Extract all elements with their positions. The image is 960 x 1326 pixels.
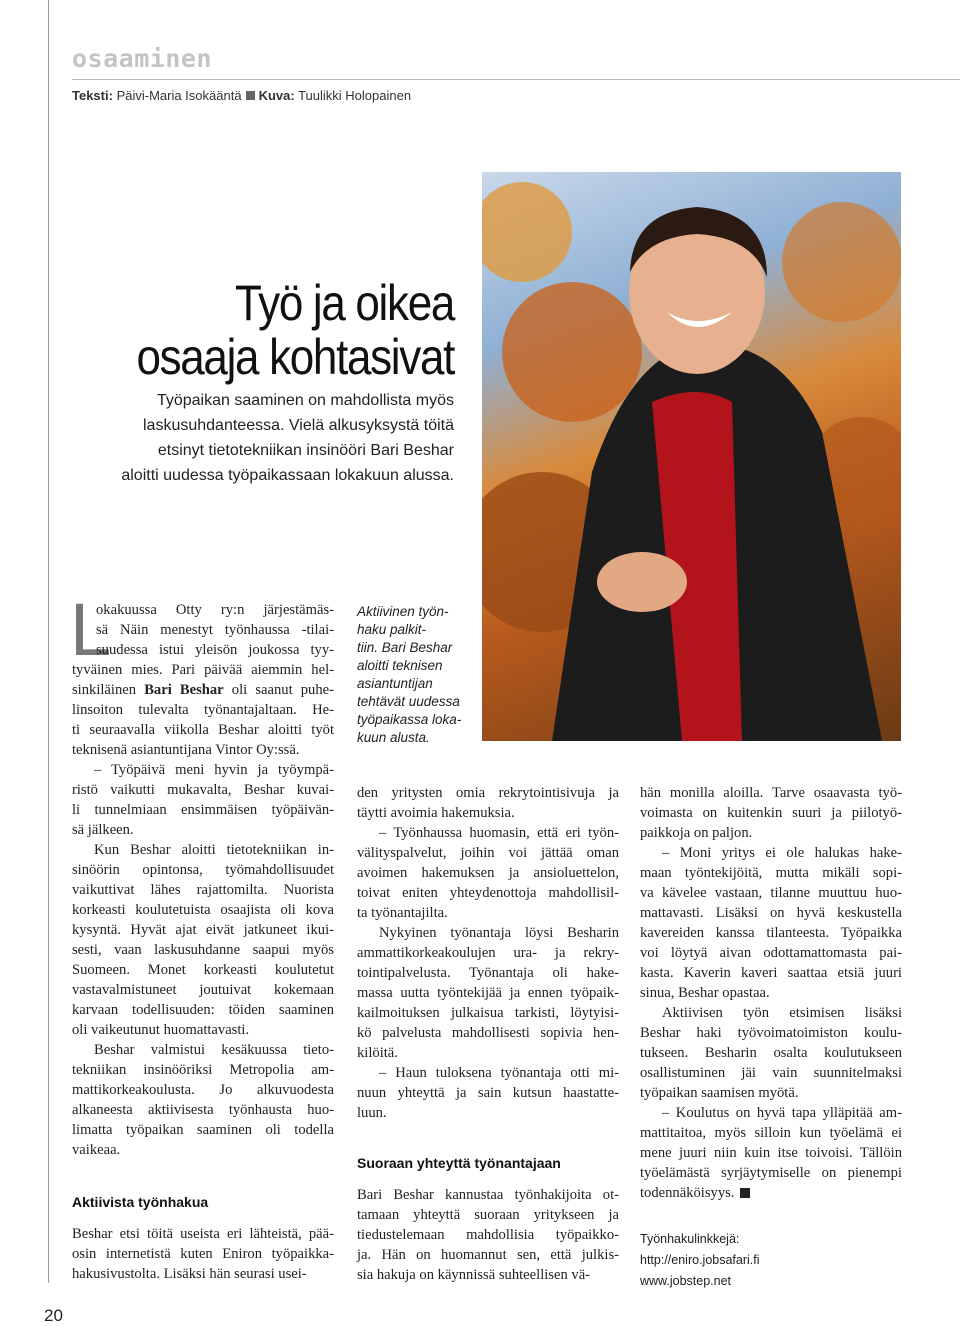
text-line: tamaan yhteyttä suoraan yritykseen ja [357,1207,619,1223]
headline-line: osaaja kohtasivat [136,329,454,385]
column-3 [640,783,902,1203]
caption-line: asiantuntijan [357,676,433,691]
credit-photo-label: Kuva: [258,88,295,103]
text-line: va kävelee vastaan, tilanne muuttuu huo- [640,885,902,901]
caption-line: tiin. Bari Beshar [357,640,453,655]
text-line: tyväinen mies. Pari päivää aiemmin hel- [72,662,334,678]
link-eniro[interactable]: http://eniro.jobsafari.fi [640,1253,760,1267]
text-line: Beshar valmistui kesäkuussa tieto- [94,1042,334,1058]
text-line: limatta työpaikan saaminen oli todella [72,1122,334,1138]
text-line: sia hakuja on käynnissä suhteellisen vä- [357,1267,591,1283]
text-line: – Työpäivä meni hyvin ja työympä- [94,762,334,778]
text-line: vastavalmistuneet joutuivat kokemaan [72,982,334,998]
article-lead [60,388,454,488]
links-heading: Työnhakulinkkejä: [640,1232,740,1246]
text-line: karvaan todellisuuden: töiden saaminen [72,1002,334,1018]
text-line: Suomeen. Monet korkeasti koulutetut [72,962,334,978]
text-line: li tunnelmiaan ensimmäisen työpäivän- [72,802,334,818]
text-line: Bari Beshar kannustaa työnhakijoita ot- [357,1187,619,1203]
text-line: ristö vaikutti mukavalta, Beshar kuvai- [72,782,334,798]
text-line: teknisenä asiantuntijana Vintor Oy:ssä. [72,742,300,758]
column-2 [357,783,619,1285]
text-line: osin internetistä kuten Eniron työpaikka- [72,1246,334,1262]
credit-photo-name: Tuulikki Holopainen [298,88,412,103]
text-line: osallistuminen jäi vain suunnitelmaksi [640,1065,902,1081]
text-line: suudessa istui yleisön joukossa tyy- [96,642,334,658]
text-line: mattikorkeakoulusta. Jo alkuvuodesta [72,1082,334,1098]
text-line: tiedustelemaan mahdollisia työpaikko- [357,1227,619,1243]
section-title: osaaminen [72,44,212,73]
text-line: massa uutta työntekijää ja ennen työpaik- [357,985,619,1001]
text-line: tukseen. Besharin osalta koulutukseen [640,1045,902,1061]
text-line: voimasta on kuitenkin suuri ja piilotyö- [640,805,902,821]
text-line: hakusivustolta. Lisäksi hän seurasi usei- [72,1266,307,1282]
end-mark-square-icon [740,1188,750,1198]
text-line: ta työnantajilta. [357,905,448,921]
job-links [640,1229,760,1292]
text-line: täytti avoimia hakemuksia. [357,805,515,821]
text-line: toivat eniten yhteydenottoja mahdollisil- [357,885,619,901]
text-line: työpaikan saamisen myötä. [640,1085,799,1101]
text-line: ammattikorkeakoulujen ura- ja rekry- [357,945,619,961]
subheading-suoraan: Suoraan yhteyttä työnantajaan [357,1155,561,1171]
text-line: ti seuraavalla viikolla Beshar aloitti työt [72,722,334,738]
caption-line: työpaikassa loka- [357,712,462,727]
text-line: sinöörin opintonsa, työmahdollisuudet [72,862,334,878]
left-margin-rule [48,0,49,1283]
caption-line: aloitti teknisen [357,658,443,673]
text-line: kysyntä. Hyvät ajat eivät jatkuneet ikui- [72,922,334,938]
text-line: sinkiläinen Bari Beshar oli saanut puhe- [72,682,334,698]
text-line: Kun Beshar aloitti tietotekniikan in- [94,842,334,858]
link-jobstep[interactable]: www.jobstep.net [640,1274,732,1288]
text-line: luun. [357,1105,387,1121]
lead-line: aloitti uudessa työpaikassaan lokakuun alussa. [121,467,454,484]
text-line: työelämästä syrjäytymiselle on pienempi [640,1165,902,1181]
text-line: korkeasti koulutetuista osaajista oli kova [72,902,334,918]
photo-caption [357,603,477,747]
text-line: tointipalvelusta. Työnantaja oli hake- [357,965,619,981]
header-rule [72,79,960,80]
text-line: – Koulutus on hyvä tapa ylläpitää am- [662,1105,902,1121]
text-line: kö palvelusta mahdollisesti sopivia hen- [357,1025,619,1041]
caption-line: tehtävät uudessa [357,694,460,709]
caption-line: kuun alusta. [357,730,430,745]
separator-square-icon [246,91,255,100]
text-line: vaikeaa. [72,1142,121,1158]
text-line: sä Näin menestyt työnhaussa -tilai- [96,622,334,638]
text-line: kilöitä. [357,1045,398,1061]
text-line: den yritysten omia rekrytointisivuja ja [357,785,619,801]
text-line: – Moni yritys ei ole halukas hake- [662,845,902,861]
text-line: välityspalvelut, joihin voi jättää oman [357,845,619,861]
portrait-illustration [482,172,901,741]
portrait-photo [482,172,901,741]
text-line: okakuussa Otty ry:n järjestämäs- [96,602,334,618]
text-line: kailmoituksen julkaisua tarkisti, löytyisi- [357,1005,619,1021]
text-line: tekniikan insinööriksi Metropolia am- [72,1062,334,1078]
text-line: nuun yhteyttä ja sain kutsun haastatte- [357,1085,619,1101]
text-line: Beshar etsi töitä useista eri lähteistä, pää- [72,1226,334,1242]
text-line: mattitaitoa, myös silloin kun työelämä ei [640,1125,902,1141]
text-line: Nykyinen työnantaja löysi Besharin [379,925,619,941]
text-line: paikkoja on paljon. [640,825,753,841]
text-line: – Haun tuloksena työnantaja otti mi- [379,1065,619,1081]
credits-line [72,88,411,103]
drop-cap: L [70,588,112,671]
lead-line: etsinyt tietotekniikan insinööri Bari Beshar [157,442,454,459]
article-headline [107,276,454,384]
subheading-aktiivista: Aktiivista työnhakua [72,1194,209,1210]
text-line: kavereiden kanssa tilanteesta. Työpaikka [640,925,902,941]
text-line: sä jälkeen. [72,822,134,838]
lead-line: Työpaikan saaminen on mahdollista myös [156,392,454,409]
caption-line: Aktiivinen työn- [357,604,449,619]
credit-text-name: Päivi-Maria Isokääntä [116,88,242,103]
text-line: sinua, Beshar opastaa. [640,985,770,1001]
text-line: vaikuttivat lähes rajattomilta. Nuorista [72,882,334,898]
headline-line: Työ ja oikea [235,275,454,331]
text-line: – Työnhaussa huomasin, että eri työn- [379,825,619,841]
text-line: oli vaikeutunut huomattavasti. [72,1022,250,1038]
text-line: ja. Hän on huomannut sen, että julkis- [357,1247,619,1263]
text-line: Beshar haki työvoimatoimiston koulu- [640,1025,902,1041]
text-line: hän monilla aloilla. Tarve osaavasta työ- [640,785,902,801]
text-line: mene juuri niin kuin itse toivoisi. Tällöin [640,1145,902,1161]
credit-text-label: Teksti: [72,88,113,103]
text-line: todennäköisyys. [640,1183,902,1203]
lead-line: laskusuhdanteessa. Vielä alkusyksystä töitä [143,417,454,434]
caption-line: haku palkit- [357,622,427,637]
text-line: kasta. Kaverin kaveri saattaa etsiä juuri [640,965,902,981]
text-line: Aktiivisen työn etsimisen lisäksi [662,1005,902,1021]
text-line: avoimen hakemuksen ja ansioluettelon, [357,865,619,881]
text-line: sesti, vaan laskusuhdanne saapui myös [72,942,334,958]
text-line: linsoiton tulevalta työnantajaltaan. He- [72,702,334,718]
column-1 [72,600,334,1284]
text-line: alkaneesta aktiivisesta työnhausta huo- [72,1102,334,1118]
text-line: mattavasti. Lisäksi on hyvä keskustella [640,905,902,921]
text-line: voi löytyä aivan odottamattomasta pai- [640,945,902,961]
page-number: 20 [44,1306,63,1325]
text-line: maan työntekijöitä, mutta mikäli sopi- [640,865,902,881]
